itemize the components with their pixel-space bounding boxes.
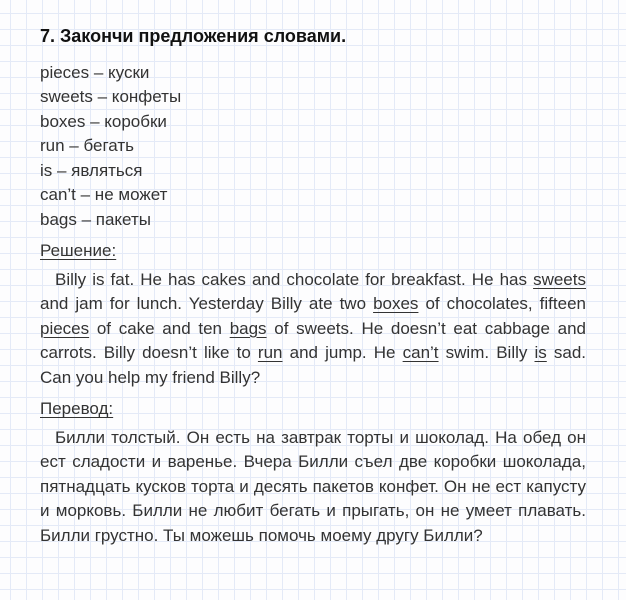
vocab-item-pieces: pieces – куски xyxy=(40,62,150,82)
underlined-word-cant: can’t xyxy=(402,343,439,363)
underlined-word-pieces: pieces xyxy=(40,318,90,338)
vocab-item-cant: can’t – не может xyxy=(40,185,168,205)
underlined-word-boxes: boxes xyxy=(373,294,419,314)
underlined-word-is: is xyxy=(534,343,547,363)
solution-text-segment: Billy is fat. He has cakes and chocolate for breakfast. He has xyxy=(55,269,534,289)
vocab-item-run: run – бегать xyxy=(40,136,135,156)
task-title: 7. Закончи предложения словами. xyxy=(40,26,347,46)
solution-text-segment: of sweets. He doesn’t eat cabbage and carrots. Billy doesn’t like to xyxy=(40,318,586,363)
vocab-item-is: is – являться xyxy=(40,160,143,180)
translation-heading: Перевод: xyxy=(40,399,114,419)
solution-heading: Решение: xyxy=(40,241,117,261)
solution-text-segment: swim. Billy xyxy=(438,343,535,363)
translation-paragraph: Билли толстый. Он есть на завтрак торты и шоколад. На обед он ест сладости и варенье. Вчера Билли съел две коробки шоколада, пятнадцать кусков торта и десять пакетов конфет. Он не ест капусту и морковь. Билли не любит бегать и прыгать, он не умеет плавать. Билли грустно. Ты можешь помочь моему другу Билли? xyxy=(40,427,586,545)
solution-text-segment: of cake and ten xyxy=(89,318,230,338)
solution-text-segment: sad. Can you help my friend Billy? xyxy=(40,343,587,387)
vocab-item-sweets: sweets – конфеты xyxy=(40,87,182,107)
solution-text-segment: and jump. He xyxy=(282,343,403,363)
underlined-word-bags: bags xyxy=(229,318,267,338)
vocab-item-bags: bags – пакеты xyxy=(40,209,151,229)
vocab-item-boxes: boxes – коробки xyxy=(40,111,167,131)
underlined-word-run: run xyxy=(257,343,283,363)
solution-paragraph xyxy=(40,268,586,391)
vocabulary-list xyxy=(40,61,586,233)
solution-text-segment: of chocolates, fifteen xyxy=(418,294,586,314)
underlined-word-sweets: sweets xyxy=(533,269,586,289)
solution-text-segment: and jam for lunch. Yesterday Billy ate two xyxy=(40,294,374,314)
